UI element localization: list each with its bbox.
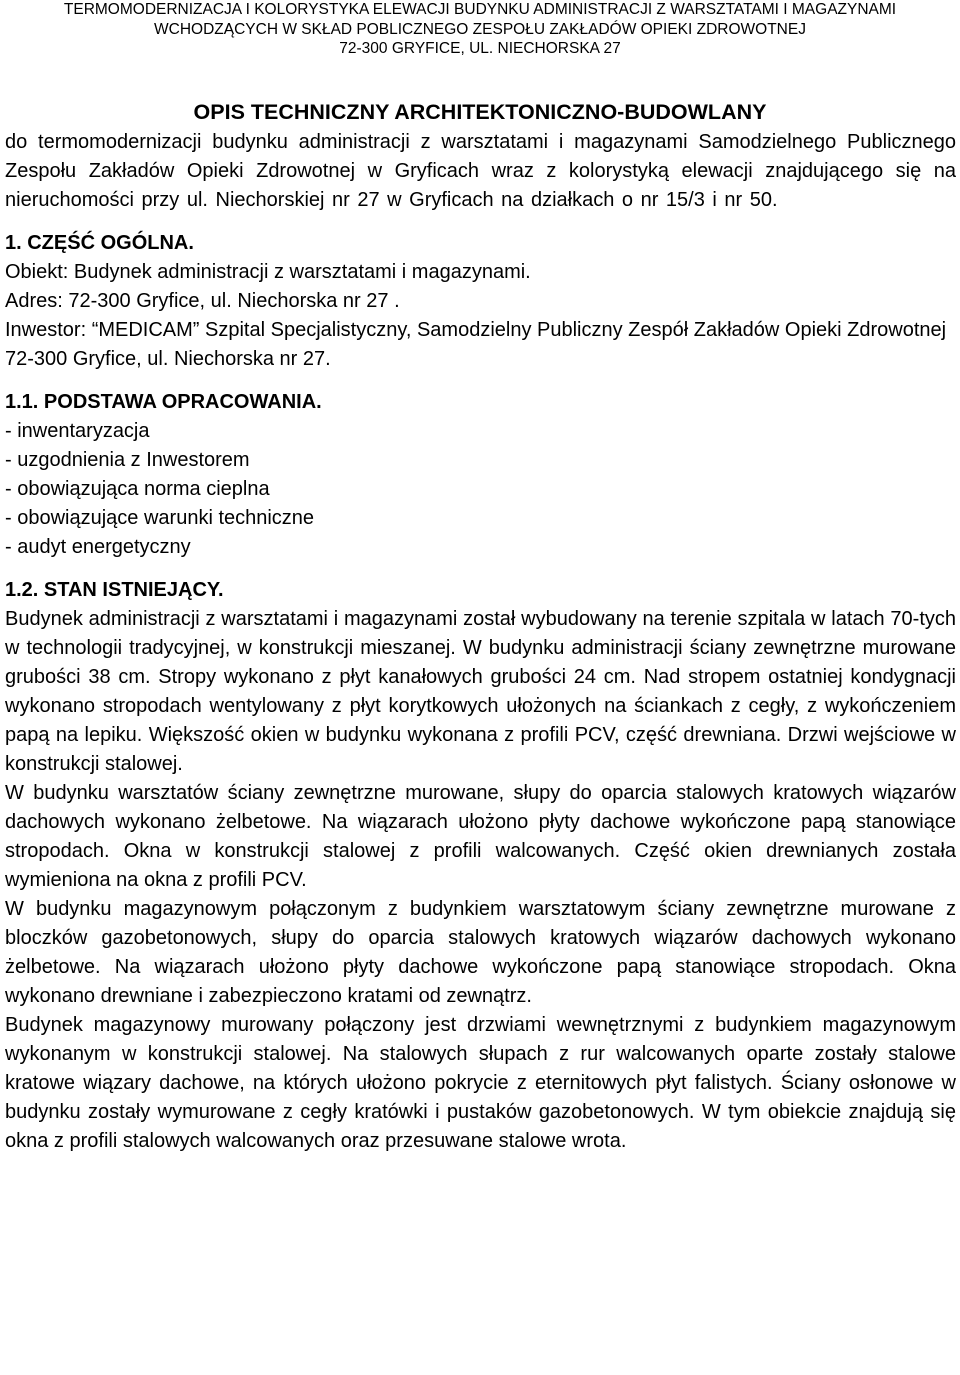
intro-paragraph: do termomodernizacji budynku administracji z warsztatami i magazynami Samodzielnego Publicznego Zespołu Zakładów Opieki Zdrowotnej w Gryficach wraz z kolorystyką elewacji znajdującego się na nieruchomości przy ul. Niechorskiej nr 27 w Gryficach na działkach o nr 15/3 i nr 50. [5,131,956,211]
basis-list [5,417,956,562]
header-line-3: 72-300 GRYFICE, UL. NIECHORSKA 27 [339,40,621,57]
list-item: - audyt energetyczny [5,536,191,558]
section-1-1-heading: 1.1. PODSTAWA OPRACOWANIA. [5,391,322,413]
list-item: - inwentaryzacja [5,420,150,442]
inwestor-line: Inwestor: “MEDICAM” Szpital Specjalistyczny, Samodzielny Publiczny Zespół Zakładów Opieki Zdrowotnej [5,319,947,341]
existing-state-paragraph-3: W budynku magazynowym połączonym z budynkiem warsztatowym ściany zewnętrzne murowane z bloczków gazobetonowych, słupy do oparcia stalowych kratowych wiązarów dachowych wykonano żelbetowe. Na wiązarach ułożono płyty dachowe wykończone papą stanowiące stropodach. Okna wykonano drewniane i zabezpieczono kratami od zewnątrz. [5,898,956,1007]
section-1-heading: 1. CZĘŚĆ OGÓLNA. [5,232,194,254]
existing-state-paragraph-4: Budynek magazynowy murowany połączony jest drzwiami wewnętrznymi z budynkiem magazynowym wykonanym w konstrukcji stalowej. Na stalowych słupach z rur walcowanych oparte zostały stalowe kratowe wiązary dachowe, na których ułożono pokrycie z eternitowych płyt falistych. Ściany osłonowe w budynku zostały wymurowane z cegły kratówki i pustaków gazobetonowych. W tym obiekcie znajdują się okna z profili stalowych walcowanych oraz przesuwane stalowe wrota. [5,1014,956,1152]
existing-state-paragraph-2: W budynku warsztatów ściany zewnętrzne murowane, słupy do oparcia stalowych kratowych wiązarów dachowych wykonano żelbetowe. Na wiązarach ułożono płyty dachowe wykończone papą stanowiące stropodach. Okna w konstrukcji stalowej z profili walcowanych. Część okien drewnianych została wymieniona na okna z profili PCV. [5,782,956,891]
list-item: - obowiązujące warunki techniczne [5,507,315,529]
inwestor-address-line: 72-300 Gryfice, ul. Niechorska nr 27. [5,348,331,370]
obiekt-line: Obiekt: Budynek administracji z warsztatami i magazynami. [5,261,531,283]
document-header [0,0,960,59]
header-line-2: WCHODZĄCYCH W SKŁAD POBLICZNEGO ZESPOŁU ZAKŁADÓW OPIEKI ZDROWOTNEJ [154,20,806,38]
section-1-2-heading: 1.2. STAN ISTNIEJĄCY. [5,579,224,601]
list-item: - uzgodnienia z Inwestorem [5,449,250,471]
list-item: - obowiązująca norma cieplna [5,478,270,500]
header-line-1: TERMOMODERNIZACJA I KOLORYSTYKA ELEWACJI BUDYNKU ADMINISTRACJI Z WARSZTATAMI I MAGAZYNAMI [63,1,897,18]
document-body [5,128,956,1156]
adres-line: Adres: 72-300 Gryfice, ul. Niechorska nr 27 . [5,290,400,312]
existing-state-paragraph-1: Budynek administracji z warsztatami i magazynami został wybudowany na terenie szpitala w latach 70-tych w technologii tradycyjnej, w konstrukcji mieszanej. W budynku administracji ściany zewnętrzne murowane grubości 38 cm. Stropy wykonano z płyt kanałowych grubości 24 cm. Nad stropem ostatniej kondygnacji wykonano stropodach wentylowany z płyt korytkowych ułożonych na ściankach z cegły, z wykończeniem papą na lepiku. Większość okien w budynku wykonana z profili PCV, część drewniana. Drzwi wejściowe w konstrukcji stalowej. [5,608,956,775]
document-title: OPIS TECHNICZNY ARCHITEKTONICZNO-BUDOWLANY [193,100,767,124]
